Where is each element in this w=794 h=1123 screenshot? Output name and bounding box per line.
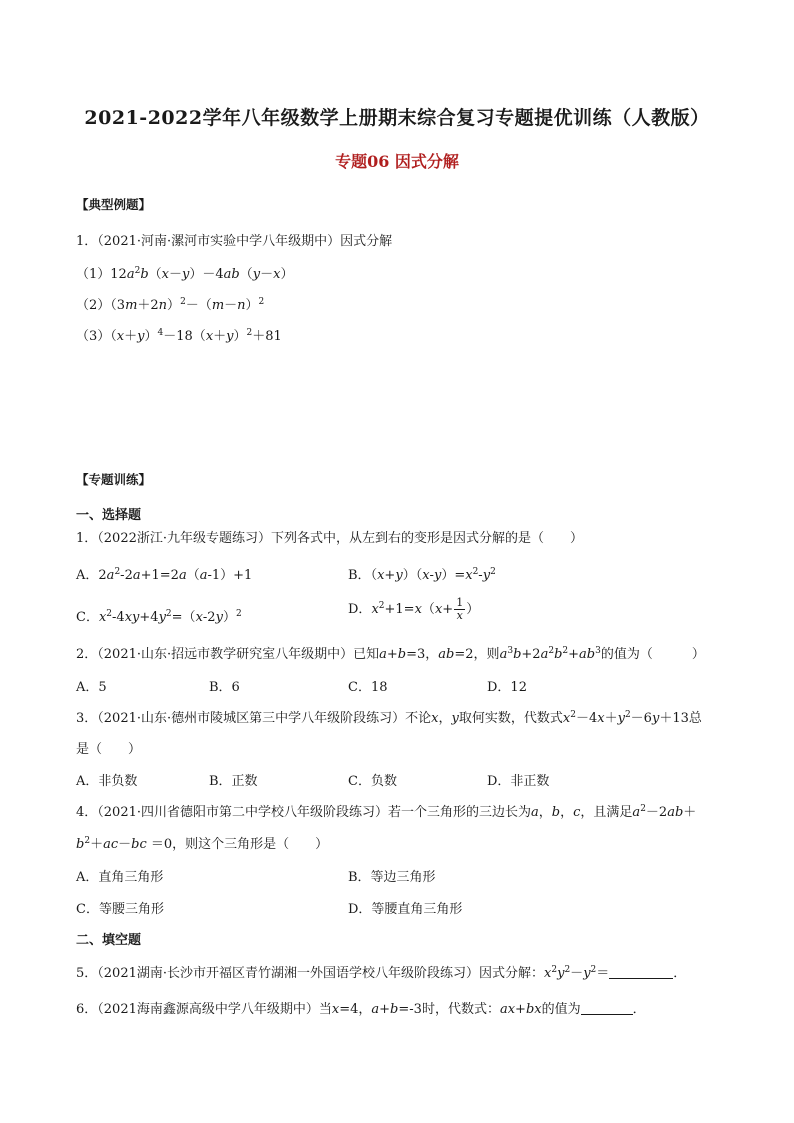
example-part-2: $(2)(3m+2n)^2-(m-n)^2$ — [76, 297, 265, 313]
q4-option-a: A．直角三角形 — [76, 870, 164, 885]
q3-option-c: C．负数 — [348, 774, 397, 789]
q2-option-a: A．5 — [76, 680, 107, 695]
fill-heading: 二、填空题 — [76, 933, 142, 948]
q3-line-2: 是（ ） — [76, 742, 142, 757]
training-question-4: 4．（2021·四川省德阳市第二中学校八年级阶段练习）若一个三角形的三边长为a，b，c，且满足$a^2-2ab+$ — [76, 804, 697, 820]
q1-option-b: B．$(x+y)(x-y)=x^2-y^2$ — [348, 567, 496, 583]
part-label: （2） — [76, 298, 111, 313]
q1-option-a: A．$2a^2-2a+1=2a(a-1)+1$ — [76, 567, 253, 583]
q2-option-c: C．18 — [348, 680, 388, 695]
training-question-3: 3．（2021·山东·德州市陵城区第三中学八年级阶段练习）不论x，y取何实数，代数式$x^2-4x+y^2-6y+13$总 — [76, 710, 702, 726]
q4-line-2: $b^2+ac-bc =0$，则这个三角形是（ ） — [76, 836, 329, 852]
q1-option-c: C．$x^2-4xy+4y^2=(x-2y)^2$ — [76, 609, 242, 625]
q3-option-d: D．非正数 — [487, 774, 550, 789]
question-number: 1． — [76, 234, 98, 249]
option-letter: D． — [348, 602, 372, 617]
q4-option-d: D．等腰直角三角形 — [348, 902, 463, 917]
document-title: 2021-2022学年八年级数学上册期末综合复习专题提优训练（人教版） — [84, 107, 710, 129]
q2-option-b: B．6 — [209, 680, 240, 695]
example-part-3: $(3)(x+y)^4-18(x+y)^2+81$ — [76, 328, 282, 344]
answer-blank[interactable] — [581, 1002, 633, 1015]
fraction-one-over-x: $\frac{1}{x}$ — [456, 596, 464, 622]
q3-option-b: B．正数 — [209, 774, 258, 789]
q4-option-c: C．等腰三角形 — [76, 902, 164, 917]
training-question-1: 1．（2022浙江·九年级专题练习）下列各式中，从左到右的变形是因式分解的是（ ） — [76, 531, 583, 546]
part-label: （1） — [76, 267, 111, 282]
topic-subtitle: 专题06 因式分解 — [335, 152, 459, 171]
q2-option-d: D．12 — [487, 680, 527, 695]
q4-option-b: B．等边三角形 — [348, 870, 436, 885]
choice-heading: 一、选择题 — [76, 508, 142, 523]
part-label: （3） — [76, 329, 111, 344]
q3-option-a: A．非负数 — [76, 774, 138, 789]
training-question-5: 5．（2021湖南·长沙市开福区青竹湖湘一外国语学校八年级阶段练习）因式分解：$x^2y^2-y^2=$ ． — [76, 965, 687, 981]
training-question-6: 6．（2021海南鑫源高级中学八年级期中）当x=4，a+b=-3时，代数式：ax+bx的值为 ． — [76, 1002, 646, 1017]
answer-blank[interactable] — [609, 966, 673, 979]
option-letter: B． — [348, 568, 371, 583]
option-letter: C． — [76, 610, 99, 625]
example-part-1: $(1)12a^2b(x-y)-4ab(y-x)$ — [76, 266, 294, 282]
section-special-training: 【专题训练】 — [76, 472, 152, 487]
option-letter: A． — [76, 568, 99, 583]
section-typical-examples: 【典型例题】 — [76, 197, 152, 212]
question-source: （2021·河南·漯河市实验中学八年级期中）因式分解 — [97, 234, 393, 249]
example-question-1 — [76, 230, 392, 249]
q1-option-d: D．$x^2+1=x(x+$ $\frac{1}{x}$ ） — [348, 596, 480, 622]
training-question-2: 2．（2021·山东·招远市教学研究室八年级期中）已知a+b=3，ab=2，则$a^3b+2a^2b^2+ab^3$的值为（ ） — [76, 646, 705, 662]
